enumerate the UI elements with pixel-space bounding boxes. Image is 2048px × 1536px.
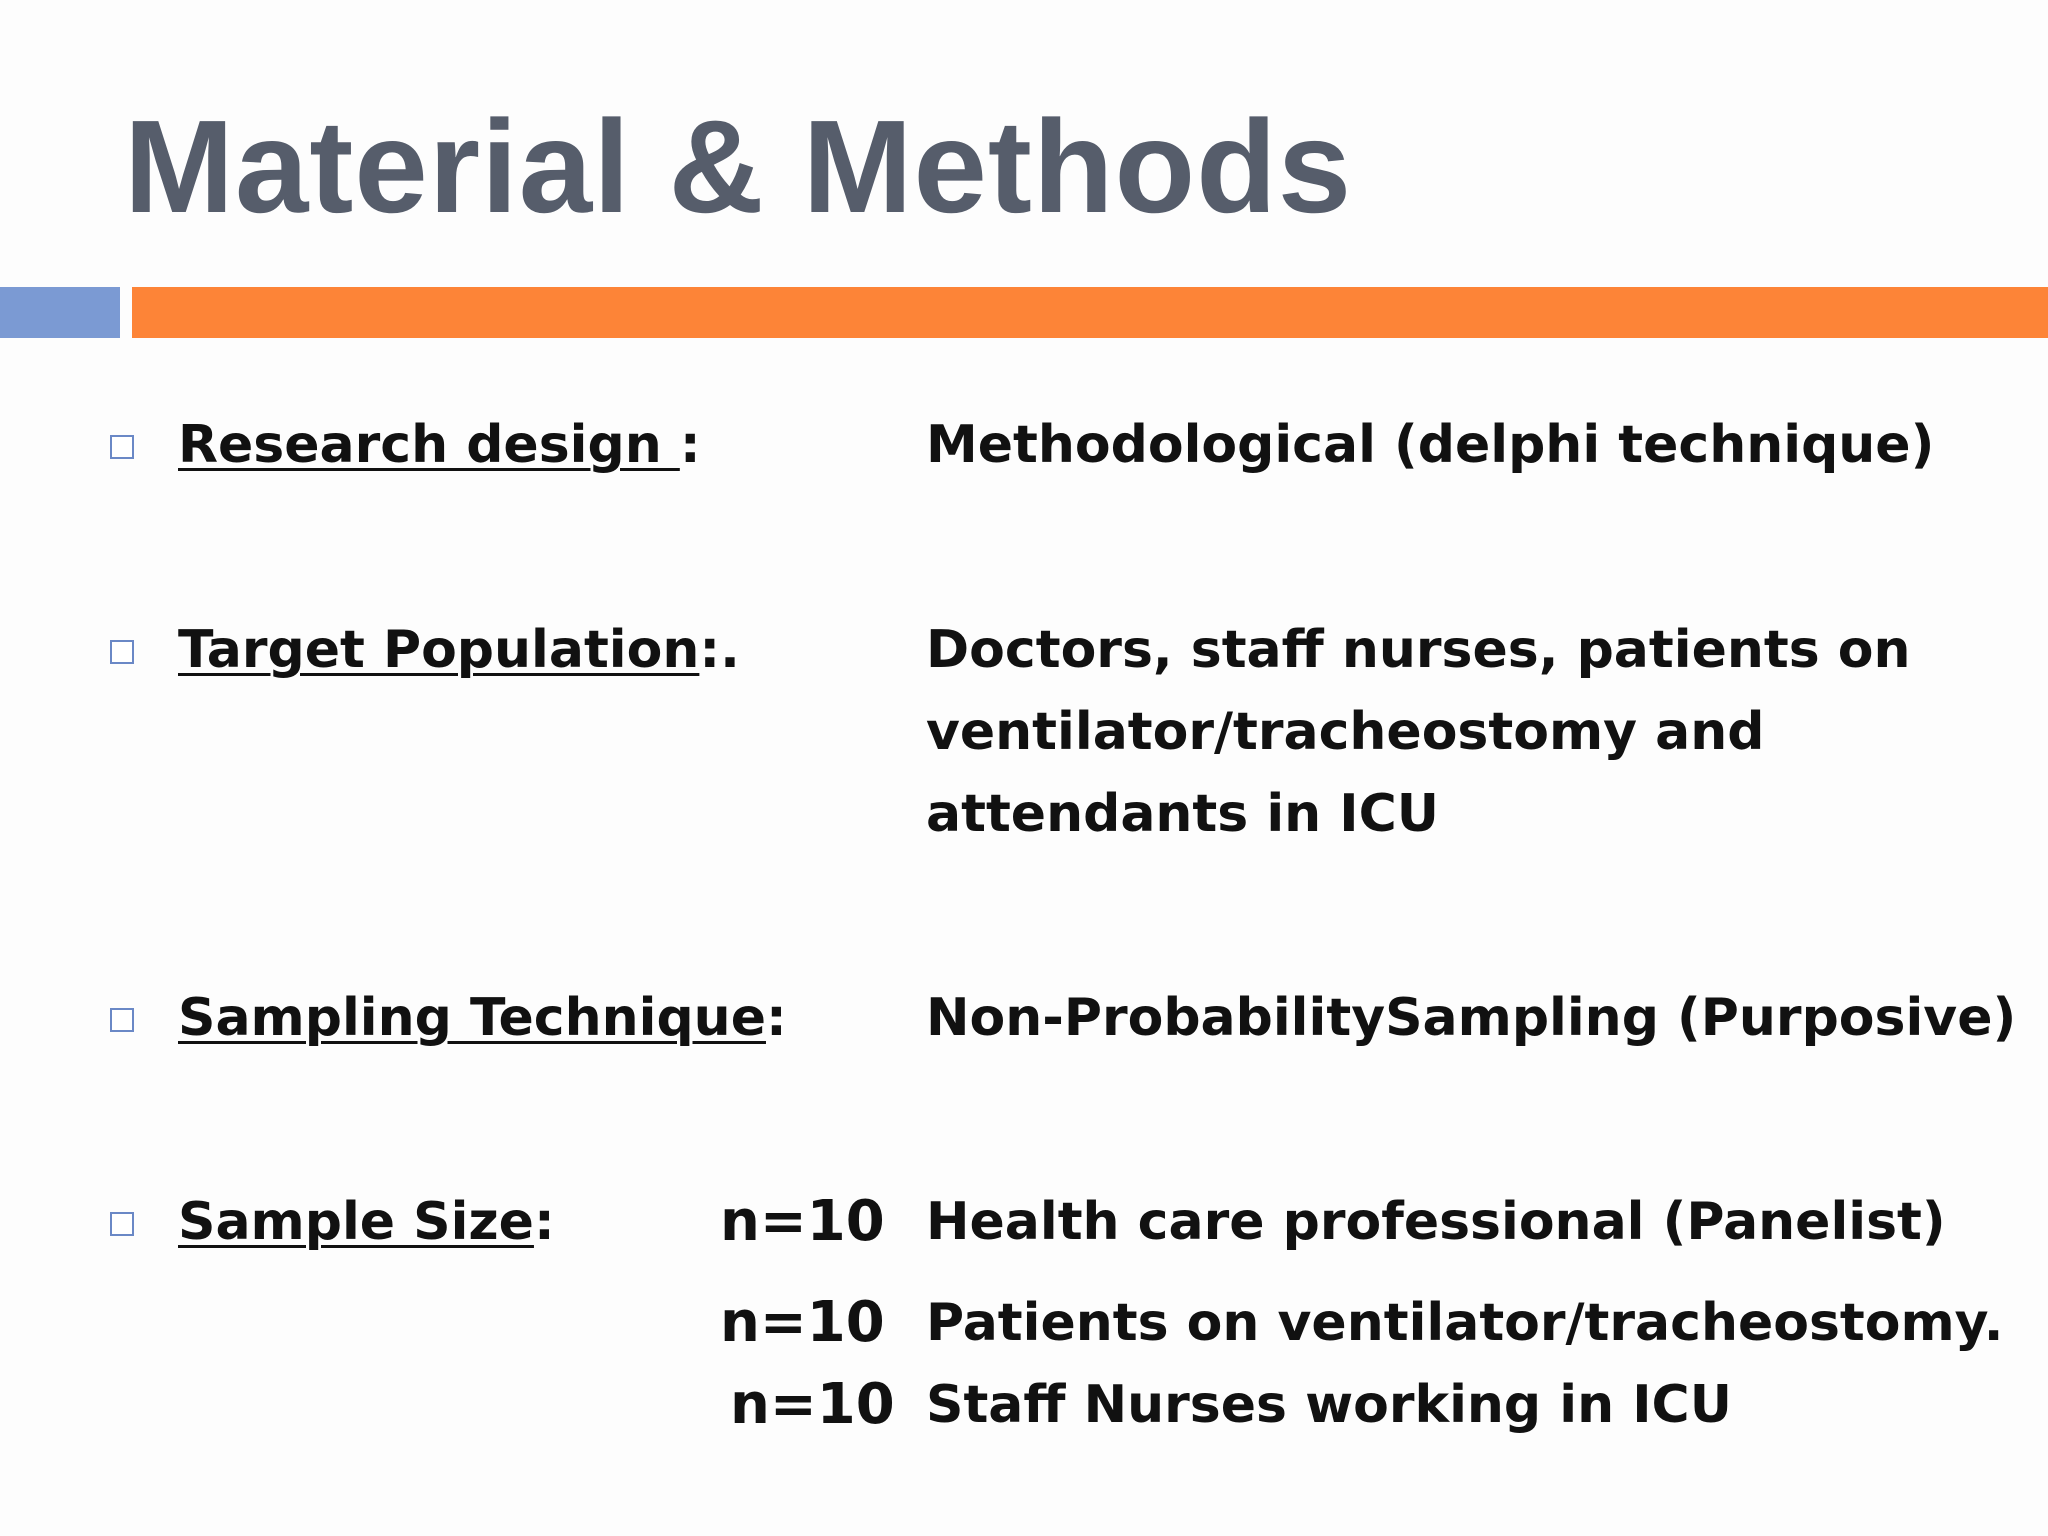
sample-description-1: Health care professional (Panelist) bbox=[926, 1192, 1946, 1252]
sample-size-label bbox=[178, 1181, 555, 1263]
target-population-label-text: Target Population bbox=[178, 620, 700, 680]
title-accent-bar bbox=[0, 287, 120, 338]
sample-count-2: n=10 bbox=[720, 1290, 885, 1355]
research-design-value: Methodological (delphi technique) bbox=[926, 415, 1935, 475]
sampling-technique-label bbox=[178, 977, 787, 1059]
research-design-separator: : bbox=[679, 415, 701, 475]
target-population-label bbox=[178, 609, 740, 691]
sample-description-3: Staff Nurses working in ICU bbox=[926, 1375, 1732, 1435]
sample-size-separator: : bbox=[533, 1192, 555, 1252]
sample-count-3: n=10 bbox=[730, 1372, 895, 1437]
research-design-label-text: Research design bbox=[178, 415, 680, 475]
bullet-square-icon bbox=[110, 1212, 134, 1236]
bullet-square-icon bbox=[110, 435, 134, 459]
bullet-square-icon bbox=[110, 1008, 134, 1032]
sample-count-1: n=10 bbox=[720, 1189, 885, 1254]
sample-description-2: Patients on ventilator/tracheostomy. bbox=[926, 1293, 2004, 1353]
sampling-technique-label-text: Sampling Technique bbox=[178, 988, 766, 1048]
target-population-separator: :. bbox=[699, 620, 740, 680]
sampling-technique-separator: : bbox=[765, 988, 787, 1048]
target-population-value-line-1: Doctors, staff nurses, patients on bbox=[926, 620, 1911, 680]
research-design-label bbox=[178, 404, 701, 486]
bullet-square-icon bbox=[110, 640, 134, 664]
sample-size-label-text: Sample Size bbox=[178, 1192, 534, 1252]
target-population-value-line-2: ventilator/tracheostomy and bbox=[926, 702, 1765, 762]
target-population-value-line-3: attendants in ICU bbox=[926, 784, 1440, 844]
slide-title: Material & Methods bbox=[124, 93, 1353, 240]
title-divider-bar bbox=[132, 287, 2048, 338]
sampling-technique-value: Non-ProbabilitySampling (Purposive) bbox=[926, 988, 2017, 1048]
